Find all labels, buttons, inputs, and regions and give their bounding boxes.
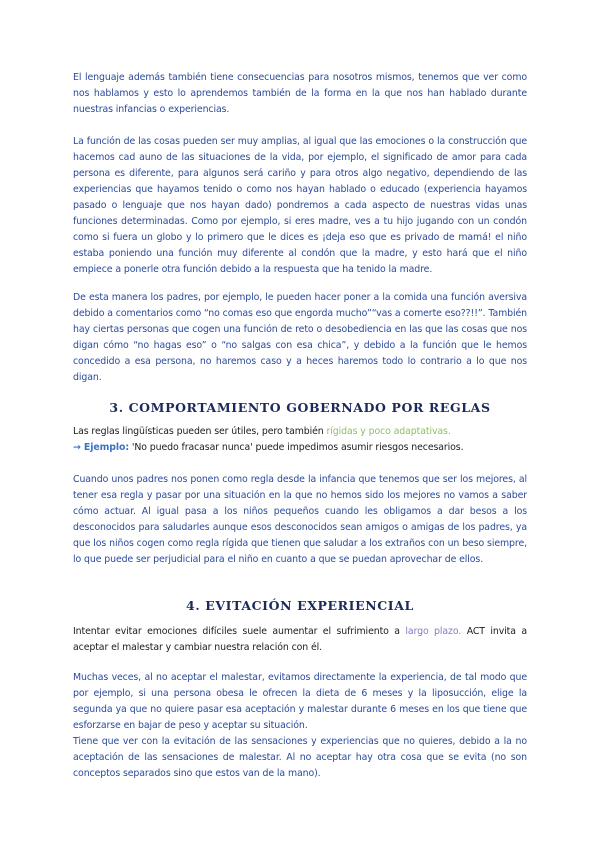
paragraph-not-accepting-discomfort: Muchas veces, al no aceptar el malestar, evitamos directamente la experiencia, de tal modo que por ejemplo, si una persona obesa le ofrecen la dieta de 6 meses y la liposucción, elige la segunda ya que no quiere pasar esa aceptación y malestar durante 6 meses en los que tiene que esforzarse en bajar de peso y aceptar su situación. bbox=[73, 672, 527, 731]
paragraph-language-consequences: El lenguaje además también tiene consecuencias para nosotros mismos, tenemos que ver como nos hablamos y esto lo aprendemos también de la forma en la que nos han hablado durante nuestras infancias o experiencias. bbox=[73, 72, 527, 115]
intro-rest: ACT invita a aceptar el malestar y cambiar nuestra relación con él. bbox=[73, 626, 528, 653]
section-heading-rule-governed-behavior: 3. COMPORTAMIENTO GOBERNADO POR REGLAS bbox=[109, 400, 491, 415]
example-arrow-label: → Ejemplo: bbox=[73, 442, 129, 453]
example-text: 'No puedo fracasar nunca' puede impedimos asumir riesgos necesarios. bbox=[128, 442, 464, 453]
paragraph-linguistic-rules bbox=[73, 424, 527, 456]
intro-text: Intentar evitar emociones difíciles suele aumentar el sufrimiento a bbox=[73, 626, 406, 637]
paragraph-avoidance-intro bbox=[73, 624, 527, 656]
intro-highlight: largo plazo. bbox=[405, 626, 462, 637]
paragraph-parents-aversive-function: De esta manera los padres, por ejemplo, le pueden hacer poner a la comida una función aversiva debido a comentarios como “no comas eso que engorda mucho”“vas a comerte eso??!!”. También hay ciertas personas que cogen una función de reto o desobediencia en las que las cosas que nos digan cómo “no hagas eso” o “no salgas con esa chica”, y debido a la función que le hemos concedido a esa persona, no haremos caso y a heces haremos todo lo contrario a lo que nos digan. bbox=[73, 292, 527, 383]
paragraph-function-of-things: La función de las cosas pueden ser muy amplias, al igual que las emociones o la construcción que hacemos cad auno de las situaciones de la vida, por ejemplo, el significado de amor para cada persona es diferente, para algunos será cariño y para otros algo negativo, dependiendo de las experiencias que hayamos tenido o como nos hayan hablado o educado (experiencia hayamos pasado o lenguaje que nos hayan dado) pondremos a cada aspecto de nuestras vidas unas funciones determinadas. Como por ejemplo, si eres madre, ves a tu hijo jugando con un condón como si fuera un globo y lo primero que le dices es ¡deja eso que es privado de mamá! el niño estaba poniendo una función muy diferente al condón que la madre, y esto hará que el niño empiece a ponerle otra función debido a la respuesta que ha tenido la madre. bbox=[73, 136, 527, 275]
paragraph-avoidance-definition: Tiene que ver con la evitación de las sensaciones y experiencias que no quieres, debido a la no aceptación de las sensaciones de malestar. Al no aceptar hay otra cosa que se evita (no son conceptos separados sino que estos van de la mano). bbox=[73, 736, 527, 779]
rules-text: Las reglas lingüísticas pueden ser útiles, pero también bbox=[73, 426, 327, 437]
section-heading-experiential-avoidance: 4. EVITACIÓN EXPERIENCIAL bbox=[186, 598, 414, 613]
rules-highlight: rígidas y poco adaptativas. bbox=[326, 426, 451, 437]
paragraph-parents-rules-example: Cuando unos padres nos ponen como regla desde la infancia que tenemos que ser los mejores, al tener esa regla y pasar por una situación en la que no hemos sido los mejores no vamos a saber cómo actuar. Al igual pasa a los niños pequeños cuando les obligamos a dar besos a los desconocidos para saludarles aunque esos desconocidos sean amigos o amigas de los padres, ya que los niños cogen como regla rígida que tienen que saludar a los extraños con un beso siempre, lo que puede ser perjudicial para el niño en cuanto a que se puedan aprovechar de ellos. bbox=[73, 474, 527, 565]
